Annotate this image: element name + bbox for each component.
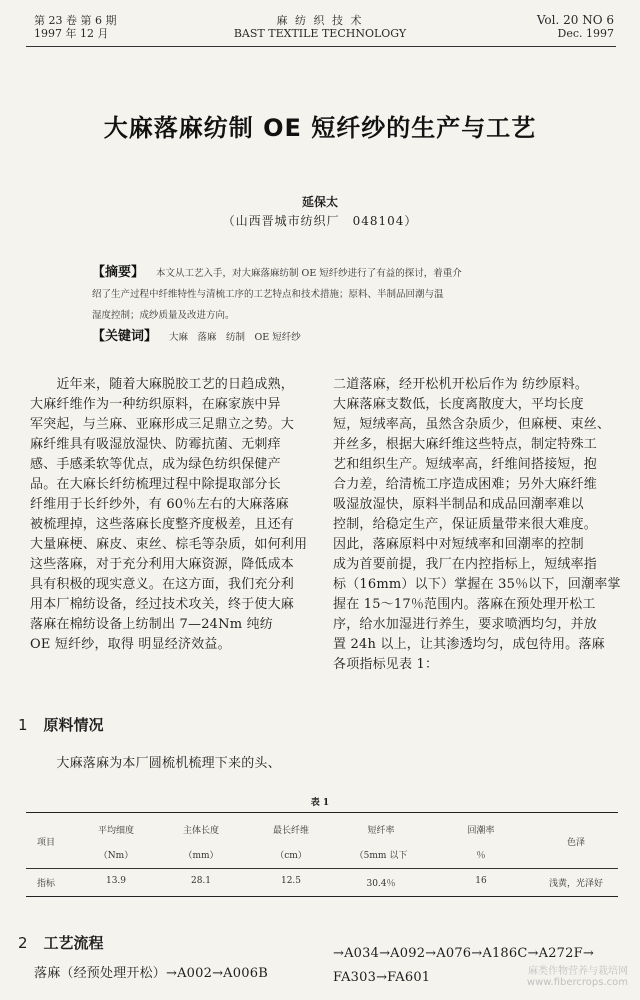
table-head-moisture: 回潮率	[467, 826, 495, 836]
right-line: 并丝多，根据大麻纤维这些特点，制定特殊工	[333, 437, 598, 452]
keywords-text: 大麻 落麻 纺制 OE 短纤纱	[169, 332, 301, 343]
left-line: 这些落麻，对于充分利用大麻资源，降低成本	[30, 557, 295, 572]
abstract-line-1	[92, 262, 572, 284]
table-head-moisture-unit: ％	[476, 851, 486, 861]
right-line: 控制，给稳定生产，保证质量带来很大难度。	[333, 517, 598, 532]
right-line: 各项指标见表 1：	[333, 657, 439, 672]
left-line: 用本厂棉纺设备，经过技术攻关，终于使大麻	[30, 597, 295, 612]
table-head-length-unit: （mm）	[183, 851, 219, 861]
left-line: 感、手感柔软等优点，成为绿色纺织保健产	[30, 457, 281, 472]
right-column	[333, 375, 623, 675]
left-line: 军突起，与兰麻、亚麻形成三足鼎立之势。大	[30, 417, 295, 432]
table-cell-color: 浅黄，光泽好	[548, 879, 603, 889]
section-1-first-line: 大麻落麻为本厂圆梳机梳理下来的头、	[30, 756, 281, 771]
table-cell-short-fiber: 30.4％	[366, 879, 396, 889]
header-volume-en	[537, 14, 614, 40]
table-head-short-fiber: 短纤率	[367, 826, 395, 836]
keywords-line	[92, 326, 572, 348]
header-volume: 第 23 卷 第 6 期	[34, 14, 117, 27]
abstract-text-1: 本文从工艺入手，对大麻落麻纺制 OE 短纤纱进行了有益的探讨，着重介	[156, 268, 462, 279]
section-2-heading	[18, 932, 104, 953]
process-flow-left: 落麻（经预处理开松）→A002→A006B	[34, 966, 268, 981]
table-cell-max-fiber: 12.5	[280, 876, 302, 886]
abstract-label: 【摘要】	[92, 265, 145, 280]
left-line: OE 短纤纱，取得 明显经济效益。	[30, 637, 231, 652]
section-2-number: 2	[18, 934, 28, 952]
left-column	[30, 375, 315, 655]
right-line: 标（16mm）以下）掌握在 35％以下，回潮率掌	[333, 577, 621, 592]
table-caption: 表 1	[310, 798, 330, 808]
header-rule	[26, 46, 616, 47]
left-line: 具有积极的现实意义。在这方面，我们充分利	[30, 577, 295, 592]
right-line: 大麻落麻支数低，长度离散度大，平均长度	[333, 397, 584, 412]
table-bottom-rule	[26, 896, 618, 897]
left-line: 被梳理掉，这些落麻长度整齐度极差，且还有	[30, 517, 295, 532]
right-line: 短，短绒率高，虽然含杂质少，但麻梗、束丝、	[333, 417, 611, 432]
header-date: 1997 年 12 月	[34, 27, 109, 40]
watermark-url: www.fibercrops.com	[526, 977, 628, 988]
abstract-line-3: 湿度控制；成纱质量及改进方向。	[92, 310, 235, 321]
table-mid-rule	[26, 868, 618, 869]
table-head-color: 色泽	[566, 838, 585, 848]
table-top-rule	[26, 812, 618, 813]
table-cell-moisture: 16	[475, 876, 487, 886]
right-line: 成为首要前提，我厂在内控指标上，短绒率指	[333, 557, 598, 572]
table-head-max-fiber: 最长纤维	[272, 826, 309, 836]
left-line: 大麻纤维作为一种纺织原料，在麻家族中异	[30, 397, 281, 412]
right-line: 合力差，给清梳工序造成困难；另外大麻纤维	[333, 477, 598, 492]
table-head-short-fiber-unit: （5mm 以下	[354, 851, 408, 861]
header-issue	[34, 14, 116, 40]
right-line: 握在 15～17％范围内。落麻在预处理开松工	[333, 597, 596, 612]
left-line: 落麻在棉纺设备上纺制出 7—24Nm 纯纺	[30, 617, 273, 632]
left-line: 品。在大麻长纤纺梳理过程中除提取部分长	[30, 477, 281, 492]
right-line: 二道落麻，经开松机开松后作为 纺纱原料。	[333, 377, 589, 392]
left-line: 大量麻梗、麻皮、束丝、棕毛等杂质，如何利用	[30, 537, 308, 552]
table-head-max-fiber-unit: （cm）	[275, 851, 307, 861]
table-head-fineness: 平均细度	[97, 826, 134, 836]
table-head-item: 项目	[36, 838, 55, 848]
article-title: 大麻落麻纺制 OE 短纤纱的生产与工艺	[103, 114, 537, 142]
watermark-site-name: 麻类作物营养与栽培网	[528, 966, 628, 977]
table-head-fineness-unit: （Nm）	[98, 851, 134, 861]
right-line: 置 24h 以上，让其渗透均匀，成包待用。落麻	[333, 637, 605, 652]
section-1-title: 原料情况	[43, 716, 104, 734]
table-head-length: 主体长度	[182, 826, 219, 836]
process-flow-right-2: FA303→FA601	[333, 970, 431, 985]
table-cell-fineness: 13.9	[105, 876, 127, 886]
section-1-heading	[18, 714, 104, 735]
left-line: 麻纤维具有吸湿放湿快、防霉抗菌、无刺痒	[30, 437, 281, 452]
left-line: 纤维用于长纤纱外，有 60％左右的大麻落麻	[30, 497, 289, 512]
table-cell-item: 指标	[36, 879, 55, 889]
abstract	[92, 262, 572, 348]
watermark	[527, 962, 628, 988]
header-date-en: Dec. 1997	[557, 27, 614, 40]
right-line: 艺和组织生产。短绒率高，纤维间搭接短，抱	[333, 457, 598, 472]
keywords-label: 【关键词】	[92, 329, 158, 344]
section-1-number: 1	[18, 716, 28, 734]
table-cell-length: 28.1	[190, 876, 212, 886]
left-line: 近年来，随着大麻脱胶工艺的日趋成熟，	[30, 377, 295, 392]
header-journal-cn: 麻 纺 织 技 术	[276, 14, 364, 27]
right-line: 因此，落麻原料中对短绒率和回潮率的控制	[333, 537, 584, 552]
article-author: 延保太	[301, 195, 338, 209]
section-2-title: 工艺流程	[43, 934, 104, 952]
process-flow-right-1: →A034→A092→A076→A186C→A272F→	[333, 946, 594, 961]
abstract-line-2: 绍了生产过程中纤维特性与清梳工序的工艺特点和技术措施；原料、半制品回潮与温	[92, 289, 444, 300]
header-journal	[170, 14, 470, 40]
header-volume-en-line: Vol. 20 NO 6	[536, 13, 614, 27]
right-line: 序，给水加湿进行养生，要求喷洒均匀，并放	[333, 617, 598, 632]
article-affiliation: （山西晋城市纺织厂 048104）	[222, 214, 418, 228]
right-line: 吸湿放湿快，原料半制品和成品回潮率难以	[333, 497, 584, 512]
header-journal-en: BAST TEXTILE TECHNOLOGY	[233, 27, 407, 40]
